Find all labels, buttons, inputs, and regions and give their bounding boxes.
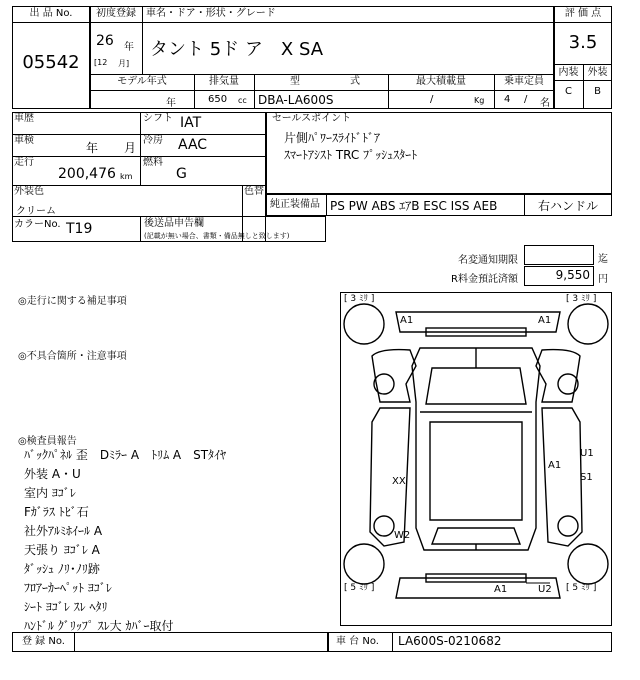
damage-mark: A1 — [400, 315, 414, 326]
interior-label: 内装 — [558, 67, 579, 78]
reg-month-unit: 月] — [118, 59, 130, 68]
color-no-label: カラーNo. — [14, 219, 61, 230]
mileage-value: 200,476 — [58, 166, 116, 182]
model-year-label: モデル年式 — [117, 76, 167, 87]
damage-mark: A1 — [494, 584, 508, 595]
model-year-unit: 年 — [166, 98, 176, 109]
sales-point-1: 片側ﾊﾟﾜｰｽﾗｲﾄﾞﾄﾞｱ — [284, 131, 381, 145]
distance-label: 走行 — [14, 157, 34, 168]
displacement-label: 排気量 — [209, 76, 239, 87]
defects-heading: ◎不具合箇所・注意事項 — [18, 351, 127, 362]
cc-unit: cc — [238, 96, 247, 105]
color-change-label: 色替 — [244, 186, 264, 197]
report-line: Fｶﾞﾗｽ ﾄﾋﾞ石 — [24, 505, 89, 519]
car-name: タント 5ド ア X SA — [150, 39, 324, 60]
tire-tl-label: [ 3 ﾐﾘ ] — [344, 294, 375, 304]
inspector-report — [24, 446, 226, 636]
reg-year: 26 — [96, 33, 114, 49]
report-line: 室内 ﾖｺﾞﾚ — [24, 486, 76, 500]
report-line: ﾊﾞｯｸﾊﾟﾈﾙ 歪 Dﾐﾗｰ A ﾄﾘﾑ A STﾀｲﾔ — [24, 448, 227, 462]
ext-color-label: 外装色 — [14, 186, 44, 197]
score-value: 3.5 — [568, 32, 598, 53]
reg-no-label: 登 録 No. — [22, 636, 65, 647]
aircon-value: AAC — [178, 137, 208, 153]
reg-month: [12 — [94, 58, 108, 67]
capacity-unit: 名 — [540, 98, 550, 109]
equipment-value: PS PW ABS ｴｱB ESC ISS AEB — [330, 199, 498, 213]
shaken-month: 月 — [124, 141, 137, 155]
lot-number-label: 出 品 No. — [29, 8, 73, 19]
damage-mark: XX — [392, 476, 406, 487]
model-type-label-2: 式 — [350, 76, 360, 87]
displacement-value: 650 — [208, 94, 228, 105]
sales-point-label: セールスポイント — [272, 113, 352, 124]
interior-grade: C — [565, 86, 572, 97]
report-line: 天張り ﾖｺﾞﾚ A — [24, 543, 100, 557]
damage-mark: U1 — [580, 448, 594, 459]
first-reg-label: 初度登録 — [96, 8, 136, 19]
deadline-box — [524, 245, 594, 265]
tire-br-label: [ 5 ﾐﾘ ] — [566, 583, 597, 593]
chassis-no-label: 車 台 No. — [336, 636, 379, 647]
equipment-label: 純正装備品 — [270, 199, 320, 210]
max-load-value: / — [430, 94, 434, 105]
damage-mark: A1 — [548, 460, 562, 471]
exterior-label: 外装 — [587, 67, 608, 78]
report-line: 外装 A・U — [24, 467, 81, 481]
report-line: ﾌﾛｱｰｶｰﾍﾟｯﾄ ﾖｺﾞﾚ — [24, 581, 112, 595]
car-name-label: 車名・ドア・形状・グレード — [146, 8, 276, 19]
capacity-sep: / — [524, 94, 528, 105]
tire-tr-label: [ 3 ﾐﾘ ] — [566, 294, 597, 304]
tire-rear-left-icon — [344, 544, 384, 584]
capacity-label: 乗車定員 — [504, 76, 544, 87]
model-type-label: 型 — [290, 76, 300, 87]
history-label: 車歴 — [14, 113, 34, 124]
front-bumper-icon — [396, 312, 560, 332]
report-line: ｼｰﾄ ﾖｺﾞﾚ ｽﾚ ﾍﾀﾘ — [24, 600, 108, 614]
max-load-label: 最大積載量 — [416, 76, 466, 87]
aircon-label: 冷房 — [143, 135, 163, 146]
damage-mark: A1 — [538, 315, 552, 326]
lot-number: 05542 — [22, 52, 80, 73]
capacity-value: 4 — [504, 94, 511, 105]
reg-year-unit: 年 — [124, 42, 134, 53]
model-value: DBA-LA600S — [258, 93, 334, 107]
post-declare-note: (記載が無い場合、書類・備品無しと致します) — [144, 232, 290, 240]
tire-front-right-icon — [568, 304, 608, 344]
score-label: 評 価 点 — [564, 8, 602, 19]
shaken-year: 年 — [86, 141, 99, 155]
fuel-value: G — [176, 166, 187, 182]
damage-mark: W2 — [394, 530, 411, 541]
km-unit: km — [120, 172, 133, 181]
damage-mark: S1 — [580, 472, 593, 483]
ext-color-value: クリーム — [16, 206, 56, 217]
damage-mark: U2 — [538, 584, 552, 595]
recycle-label: R料金預託済額 — [451, 274, 518, 285]
tire-rear-right-icon — [568, 544, 608, 584]
handle-value: 右ハンドル — [537, 199, 598, 213]
inspector-heading: ◎検査員報告 — [18, 436, 77, 447]
post-declare-label: 後送品申告欄 — [144, 218, 204, 229]
supp-notes-heading: ◎走行に関する補足事項 — [18, 296, 127, 307]
recycle-value: 9,550 — [555, 268, 590, 282]
shaken-label: 車検 — [14, 135, 34, 146]
report-line: ﾊﾝﾄﾞﾙ ｸﾞﾘｯﾌﾟ ｽﾚ大 ｶﾊﾞｰ取付 — [24, 619, 174, 633]
deadline-unit: 迄 — [598, 254, 608, 265]
color-no-value: T19 — [66, 221, 93, 237]
tire-front-left-icon — [344, 304, 384, 344]
report-line: 社外ｱﾙﾐﾎｲｰﾙ A — [24, 524, 103, 538]
exterior-grade: B — [594, 86, 601, 97]
deadline-label: 名変通知期限 — [458, 255, 518, 266]
yen-unit: 円 — [598, 274, 608, 285]
shift-label: シフト — [143, 113, 173, 124]
report-line: ﾀﾞｯｼｭ ﾉﾘ･ﾉﾘ跡 — [24, 562, 100, 576]
sales-point-2: ｽﾏｰﾄｱｼｽﾄ TRC ﾌﾟｯｼｭｽﾀｰﾄ — [284, 148, 418, 162]
chassis-no-value: LA600S-0210682 — [398, 634, 502, 648]
tire-bl-label: [ 5 ﾐﾘ ] — [344, 583, 375, 593]
shift-value: IAT — [180, 115, 202, 131]
kg-unit: Kg — [474, 96, 485, 105]
car-diagram — [340, 292, 612, 626]
rear-bumper-icon — [396, 578, 560, 598]
fuel-label: 燃料 — [143, 157, 163, 168]
